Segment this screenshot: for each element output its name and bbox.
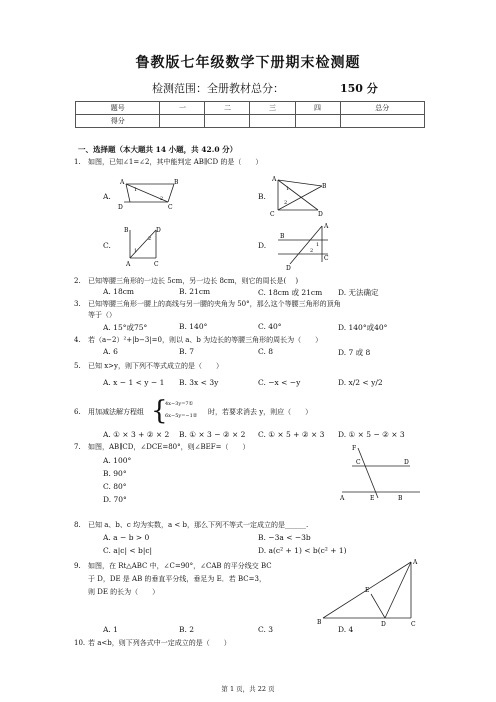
question-10	[74, 638, 231, 648]
section-heading: 一、选择题（本大题共 14 小题，共 42.0 分）	[78, 145, 238, 154]
option-a: A.	[103, 192, 111, 201]
svg-text:1: 1	[134, 248, 138, 254]
svg-text:D: D	[118, 204, 123, 211]
svg-text:B: B	[322, 183, 327, 190]
svg-text:2: 2	[148, 236, 152, 242]
equation-2: 6x−5y=−1②	[165, 413, 198, 419]
svg-text:B: B	[398, 495, 403, 502]
table-cell	[160, 115, 205, 128]
option-b: B. 2	[179, 625, 195, 634]
question-text: 已知等腰三角形一腰上的高线与另一腰的夹角为 50°，那么这个等腰三角形的顶角	[88, 300, 341, 308]
option-b: B. ① × 3 − ② × 2	[179, 430, 246, 439]
svg-text:E: E	[370, 495, 375, 502]
svg-text:F: F	[352, 445, 357, 452]
option-b: B. 21cm	[179, 287, 211, 296]
question-number: 7.	[74, 443, 81, 451]
svg-text:C: C	[356, 459, 361, 466]
question-number: 3.	[74, 300, 81, 308]
option-b: B. −3a < −3b	[258, 533, 311, 542]
option-d: D. a(c² + 1) < b(c² + 1)	[258, 546, 347, 555]
table-cell	[295, 115, 340, 128]
brace-symbol: {	[151, 396, 168, 426]
figure-q1a	[118, 176, 180, 214]
question-text: 已知 x>y，则下列不等式成立的是（ ）	[88, 362, 223, 370]
svg-text:A: A	[126, 261, 131, 268]
svg-text:2: 2	[160, 196, 164, 202]
question-text: 如图，在 Rt△ABC 中，∠C=90°，∠CAB 的平分线交 BC	[88, 562, 272, 570]
option-a: A. 18cm	[103, 287, 135, 296]
svg-text:1: 1	[286, 186, 290, 192]
svg-text:2: 2	[284, 200, 288, 206]
question-text: 用加减法解方程组	[88, 408, 144, 416]
figure-q1d	[272, 220, 336, 272]
table-row	[76, 115, 425, 128]
question-text: 已知等腰三角形的一边长 5cm，另一边长 8cm，则它的周长是( )	[88, 277, 299, 285]
question-text: 若 a<b，则下列各式中一定成立的是（ ）	[88, 639, 231, 647]
table-cell: 得分	[76, 115, 160, 128]
svg-text:C: C	[324, 255, 329, 262]
option-c: C.	[103, 241, 111, 250]
svg-text:D: D	[156, 227, 161, 234]
question-number: 6.	[74, 408, 81, 416]
figure-q1c	[118, 224, 168, 268]
svg-text:A: A	[413, 559, 418, 566]
svg-text:A: A	[120, 179, 125, 186]
table-cell	[340, 115, 424, 128]
option-b: B. 7	[179, 347, 195, 356]
figure-q9	[315, 556, 423, 628]
question-number: 8.	[74, 521, 81, 529]
svg-text:B: B	[124, 227, 129, 234]
option-c: C. 8	[258, 347, 274, 356]
question-2	[74, 276, 299, 286]
svg-text:A: A	[340, 495, 345, 502]
equation-1: 4x−3y=7①	[165, 401, 194, 407]
option-a: A. 1	[103, 625, 118, 634]
option-d: D. 140°或40°	[338, 323, 388, 332]
question-3-line2: 等于（）	[88, 311, 116, 319]
option-b: B. 140°	[179, 322, 208, 331]
option-c: C. 40°	[258, 322, 282, 331]
exam-scope: 检测范围：全册教材总分：	[152, 82, 284, 95]
question-7	[74, 442, 250, 452]
option-c: C. −x < −y	[258, 378, 301, 387]
question-number: 2.	[74, 277, 81, 285]
table-cell: 四	[295, 102, 340, 115]
table-cell: 三	[250, 102, 295, 115]
svg-text:C: C	[411, 621, 416, 628]
option-d: D. 70°	[103, 495, 127, 504]
svg-text:B: B	[317, 619, 322, 626]
question-text: 如图，已知∠1=∠2，其中能判定 AB∥CD 的是（ ）	[88, 158, 263, 166]
svg-text:A: A	[324, 223, 329, 230]
table-cell	[205, 115, 250, 128]
option-b: B.	[258, 192, 266, 201]
score-table	[75, 101, 425, 128]
svg-text:B: B	[280, 233, 285, 240]
question-6-tail: 时，若要求消去 y，则应（ ）	[208, 408, 313, 416]
option-d: D. 4	[338, 625, 354, 634]
total-score: 150 分	[340, 82, 378, 95]
table-cell: 一	[160, 102, 205, 115]
question-text: 若（a−2）²+|b−3|=0，则以 a、b 为边长的等腰三角形的周长为（ ）	[88, 336, 323, 344]
option-a: A. 15°或75°	[103, 323, 148, 332]
table-cell	[250, 115, 295, 128]
option-a: A. a − b > 0	[103, 533, 150, 542]
question-number: 9.	[74, 562, 81, 570]
svg-text:2: 2	[310, 248, 314, 254]
option-d: D. 7 或 8	[338, 348, 371, 357]
question-number: 4.	[74, 336, 81, 344]
question-9	[74, 561, 272, 571]
svg-text:D: D	[381, 621, 386, 628]
option-b: B. 3x < 3y	[179, 378, 219, 387]
option-b: B. 90°	[103, 469, 127, 478]
table-row	[76, 102, 425, 115]
table-cell: 题号	[76, 102, 160, 115]
question-5	[74, 361, 223, 371]
question-4	[74, 335, 323, 345]
svg-text:A: A	[272, 176, 277, 183]
question-9-line3: 则 DE 的长为（ ）	[88, 588, 160, 596]
option-c: C. 80°	[103, 482, 127, 491]
svg-text:B: B	[174, 179, 179, 186]
question-text: 如图，AB∥CD，∠DCE=80°，则∠BEF=（ ）	[88, 443, 250, 451]
svg-text:E: E	[365, 587, 370, 594]
svg-text:C: C	[154, 261, 159, 268]
svg-text:D: D	[318, 211, 323, 216]
svg-text:C: C	[270, 211, 275, 216]
question-number: 10.	[74, 639, 86, 647]
question-1	[74, 157, 263, 167]
svg-text:D: D	[286, 265, 291, 272]
question-number: 5.	[74, 362, 81, 370]
option-c: C. 18cm 或 21cm	[258, 288, 323, 297]
option-a: A. 6	[103, 347, 118, 356]
question-6	[74, 407, 144, 417]
option-d: D.	[258, 241, 267, 250]
option-d: D. ① × 5 − ② × 3	[338, 430, 405, 439]
option-a: A. 100°	[103, 456, 132, 465]
option-c: C. ① × 5 + ② × 3	[258, 430, 325, 439]
question-8	[74, 520, 309, 530]
figure-q7	[338, 442, 424, 502]
page-title: 鲁教版七年级数学下册期末检测题	[135, 55, 361, 71]
question-number: 1.	[74, 158, 81, 166]
option-d: D. x/2 < y/2	[338, 378, 383, 387]
option-a: A. x − 1 < y − 1	[103, 378, 165, 387]
svg-text:C: C	[168, 204, 173, 211]
table-cell: 二	[205, 102, 250, 115]
figure-q1b	[270, 174, 330, 216]
question-text: 已知 a、b、c 均为实数，a < b，那么下列不等式一定成立的是______.	[88, 521, 309, 529]
svg-text:1: 1	[134, 187, 138, 193]
option-a: A. ① × 3 + ② × 2	[103, 430, 170, 439]
svg-text:D: D	[404, 459, 409, 466]
option-c: C. a|c| < b|c|	[103, 546, 153, 555]
option-d: D. 无法确定	[338, 288, 379, 297]
option-c: C. 3	[258, 625, 274, 634]
question-3	[74, 299, 341, 309]
svg-text:1: 1	[316, 242, 320, 248]
question-9-line2: 于 D，DE 是 AB 的垂直平分线，垂足为 E．若 BC=3，	[88, 575, 266, 583]
page-footer: 第 1 页，共 22 页	[221, 685, 275, 693]
table-cell: 总分	[340, 102, 424, 115]
